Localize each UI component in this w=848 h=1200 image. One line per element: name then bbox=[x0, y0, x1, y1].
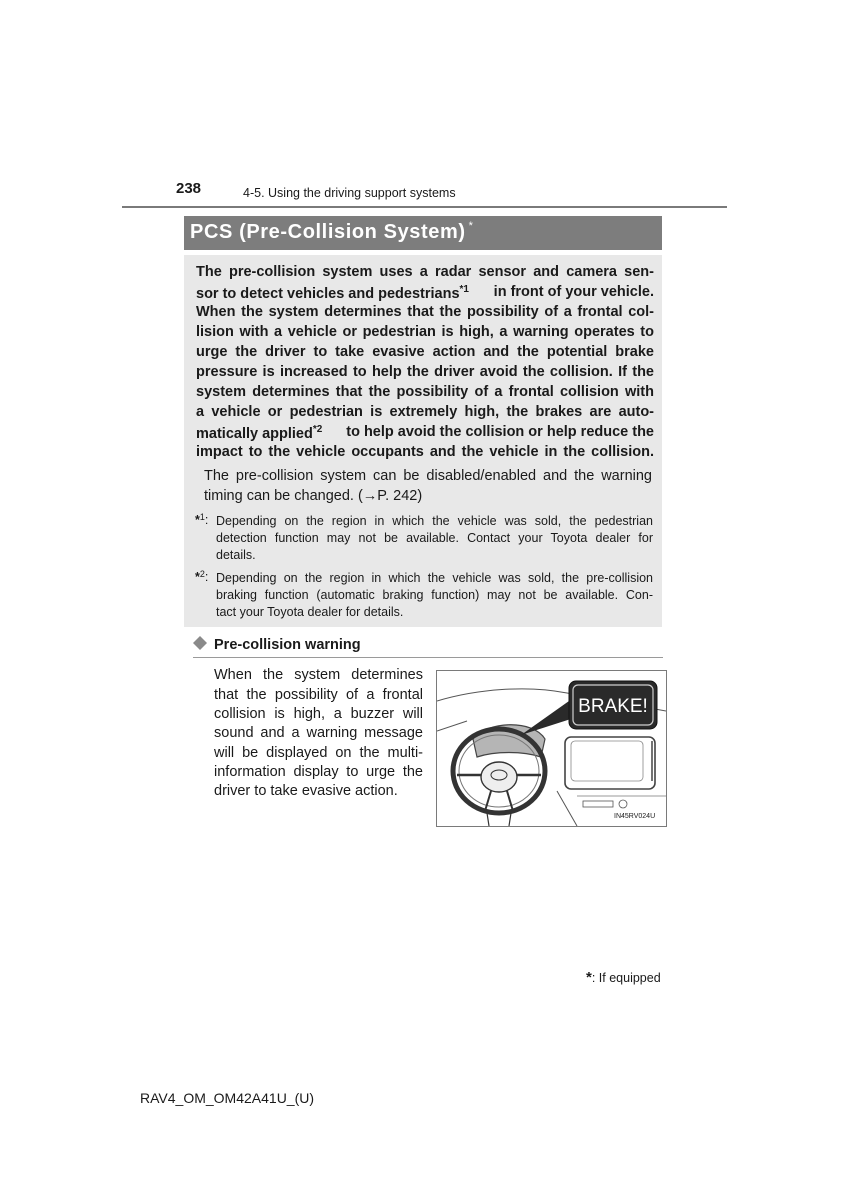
page-title-text: PCS (Pre-Collision System) bbox=[190, 221, 466, 243]
intro-line: The pre-collision system uses a radar sensor and camera sen- bbox=[196, 264, 654, 280]
body-line: information display to urge the bbox=[214, 764, 423, 780]
intro-note-line: timing can be changed. (→P. 242) bbox=[204, 488, 423, 504]
intro-fragment: matically applied$^{*2}$ bbox=[196, 424, 323, 442]
footnote-marker: *$^1$: bbox=[195, 512, 209, 527]
if-equipped-note bbox=[586, 969, 661, 986]
diamond-icon bbox=[193, 636, 207, 650]
footnote-line: Depending on the region in which the vehicle was sold, the pedestrian bbox=[216, 514, 653, 528]
footnote-ref-1: *1 bbox=[459, 284, 469, 295]
footnote-ref-2: *2 bbox=[312, 424, 323, 435]
intro-line: a vehicle or pedestrian is extremely high, the brakes are auto- bbox=[196, 404, 654, 420]
intro-line: impact to the vehicle occupants and the vehicle in the collision. bbox=[196, 444, 654, 460]
intro-line: pressure is increased to help the driver avoid the collision. If the bbox=[196, 364, 654, 380]
intro-line: lision with a vehicle or pedestrian is high, a warning operates to bbox=[196, 324, 654, 340]
body-line: that the possibility of a frontal bbox=[214, 687, 423, 703]
footnote-marker: *$^2$: bbox=[195, 569, 209, 584]
section-reference: 4-5. Using the driving support systems bbox=[243, 186, 456, 200]
intro-line: When the system determines that the possibility of a frontal col- bbox=[196, 304, 654, 320]
footnote-line: Depending on the region in which the vehicle was sold, the pre-collision bbox=[216, 571, 653, 585]
intro-line bbox=[196, 284, 654, 302]
title-marker: * bbox=[468, 220, 474, 232]
intro-note-line: The pre-collision system can be disabled/enabled and the warning bbox=[204, 468, 652, 484]
intro-line bbox=[196, 424, 654, 442]
brake-warning-text: BRAKE! bbox=[578, 696, 648, 717]
page-number: 238 bbox=[176, 180, 202, 197]
footnote-line: tact your Toyota dealer for details. bbox=[216, 605, 404, 619]
body-line: sound and a warning message bbox=[214, 725, 423, 741]
intro-fragment: to help avoid the collision or help reduce the bbox=[346, 424, 654, 440]
intro-fragment: in front of your vehicle. bbox=[493, 284, 654, 300]
page-title bbox=[190, 220, 474, 244]
subsection-divider bbox=[193, 657, 663, 658]
body-line: collision is high, a buzzer will bbox=[214, 706, 423, 722]
body-line: will be displayed on the multi- bbox=[214, 745, 423, 761]
dashboard-illustration bbox=[436, 670, 667, 827]
body-line: When the system determines bbox=[214, 667, 423, 683]
intro-line: urge the driver to take evasive action and the potential brake bbox=[196, 344, 654, 360]
body-line: driver to take evasive action. bbox=[214, 783, 398, 799]
figure-code: IN45RV024U bbox=[614, 813, 656, 820]
document-id: RAV4_OM_OM42A41U_(U) bbox=[140, 1090, 315, 1106]
intro-line: system determines that the possibility of a frontal collision with bbox=[196, 384, 654, 400]
dashboard-drawing bbox=[437, 671, 666, 826]
if-equipped-marker: * bbox=[586, 969, 592, 986]
subsection-heading: Pre-collision warning bbox=[214, 637, 361, 653]
header-divider bbox=[122, 206, 727, 208]
footnote-line: details. bbox=[216, 548, 256, 562]
footnote-line: braking function (automatic braking function) may not be available. Con- bbox=[216, 588, 653, 602]
intro-fragment: sor to detect vehicles and pedestrians$^{*1}$ bbox=[196, 284, 469, 302]
if-equipped-text: : If equipped bbox=[591, 971, 661, 985]
footnote-line: detection function may not be available. Contact your Toyota dealer for bbox=[216, 531, 653, 545]
